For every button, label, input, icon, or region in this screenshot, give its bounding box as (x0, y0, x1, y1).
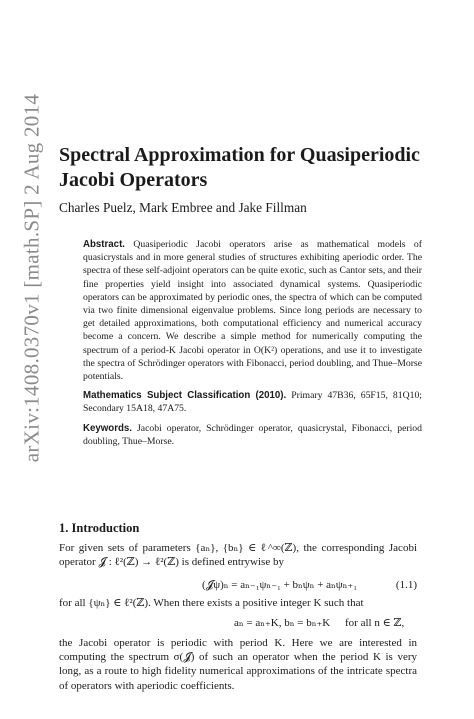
author-list: Charles Puelz, Mark Embree and Jake Fillman (59, 200, 307, 215)
equation-periodicity (59, 616, 417, 630)
intro-paragraph-2: for all {ψₙ} ∈ ℓ²(ℤ). When there exists a positive integer K such that (59, 597, 364, 609)
keywords-label: Keywords. (83, 422, 132, 434)
equation-periodicity-content: aₙ = aₙ₊K, bₙ = bₙ₊K (234, 617, 331, 629)
paper-title (59, 143, 439, 193)
title-line-1: Spectral Approximation for Quasiperiodic (59, 144, 420, 166)
abstract-label: Abstract. (83, 239, 125, 250)
keywords (83, 422, 422, 448)
msc-label: Mathematics Subject Classification (2010). (83, 390, 287, 402)
equation-1-1-number: (1.1) (395, 579, 417, 591)
intro-paragraph-3: the Jacobi operator is periodic with period K. Here we are interested in computing the spectrum σ(𝓙) of such an operator when the period K is very long, as a route to high fidelity numerical approximations of the intricate spectra of operators with aperiodic coefficients. (59, 637, 417, 692)
title-line-2: Jacobi Operators (59, 169, 208, 191)
arxiv-sidebar (19, 88, 44, 468)
keywords-text: Jacobi operator, Schrödinger operator, quasicrystal, Fibonacci, period doubling, Thue–Morse. (83, 422, 422, 447)
abstract-block (83, 238, 422, 454)
msc-text: Primary 47B36, 65F15, 81Q10; Secondary 15A18, 47A75. (83, 390, 422, 415)
equation-periodicity-condition: for all n ∈ ℤ, (345, 617, 405, 629)
abstract-text: Quasiperiodic Jacobi operators arise as mathematical models of quasicrystals and in more general studies of structures exhibiting aperiodic order. The spectra of these self-adjoint operators can be quite exotic, such as Cantor sets, and their fine properties yield insight into associated dynamical systems. Quasiperiodic operators can be approximated by periodic ones, the spectra of which can be computed via two finite dimensional eigenvalue problems. Since long periods are necessary to get detailed approximations, both computational efficiency and numerical accuracy become a concern. We describe a simple method for numerically computing the spectrum of a period-K Jacobi operator in O(K²) operations, and use it to investigate the spectra of Schrödinger operators with Fibonacci, period doubling, and Thue–Morse potentials. (83, 239, 423, 383)
msc (83, 389, 422, 415)
equation-1-1 (59, 578, 417, 592)
intro-paragraph-1: For given sets of parameters {aₙ}, {bₙ} ∈ ℓ^∞(ℤ), the corresponding Jacobi operator 𝓙 : ℓ²(ℤ) → ℓ²(ℤ) is defined entrywise by (59, 542, 417, 569)
equation-1-1-content: (𝓙ψ)ₙ = aₙ₋₁ψₙ₋₁ + bₙψₙ + aₙψₙ₊₁ (202, 579, 358, 591)
arxiv-identifier: arXiv:1408.0370v1 [math.SP] 2 Aug 2014 (19, 93, 44, 463)
section-heading-introduction: 1. Introduction (59, 521, 140, 535)
abstract (83, 238, 422, 383)
